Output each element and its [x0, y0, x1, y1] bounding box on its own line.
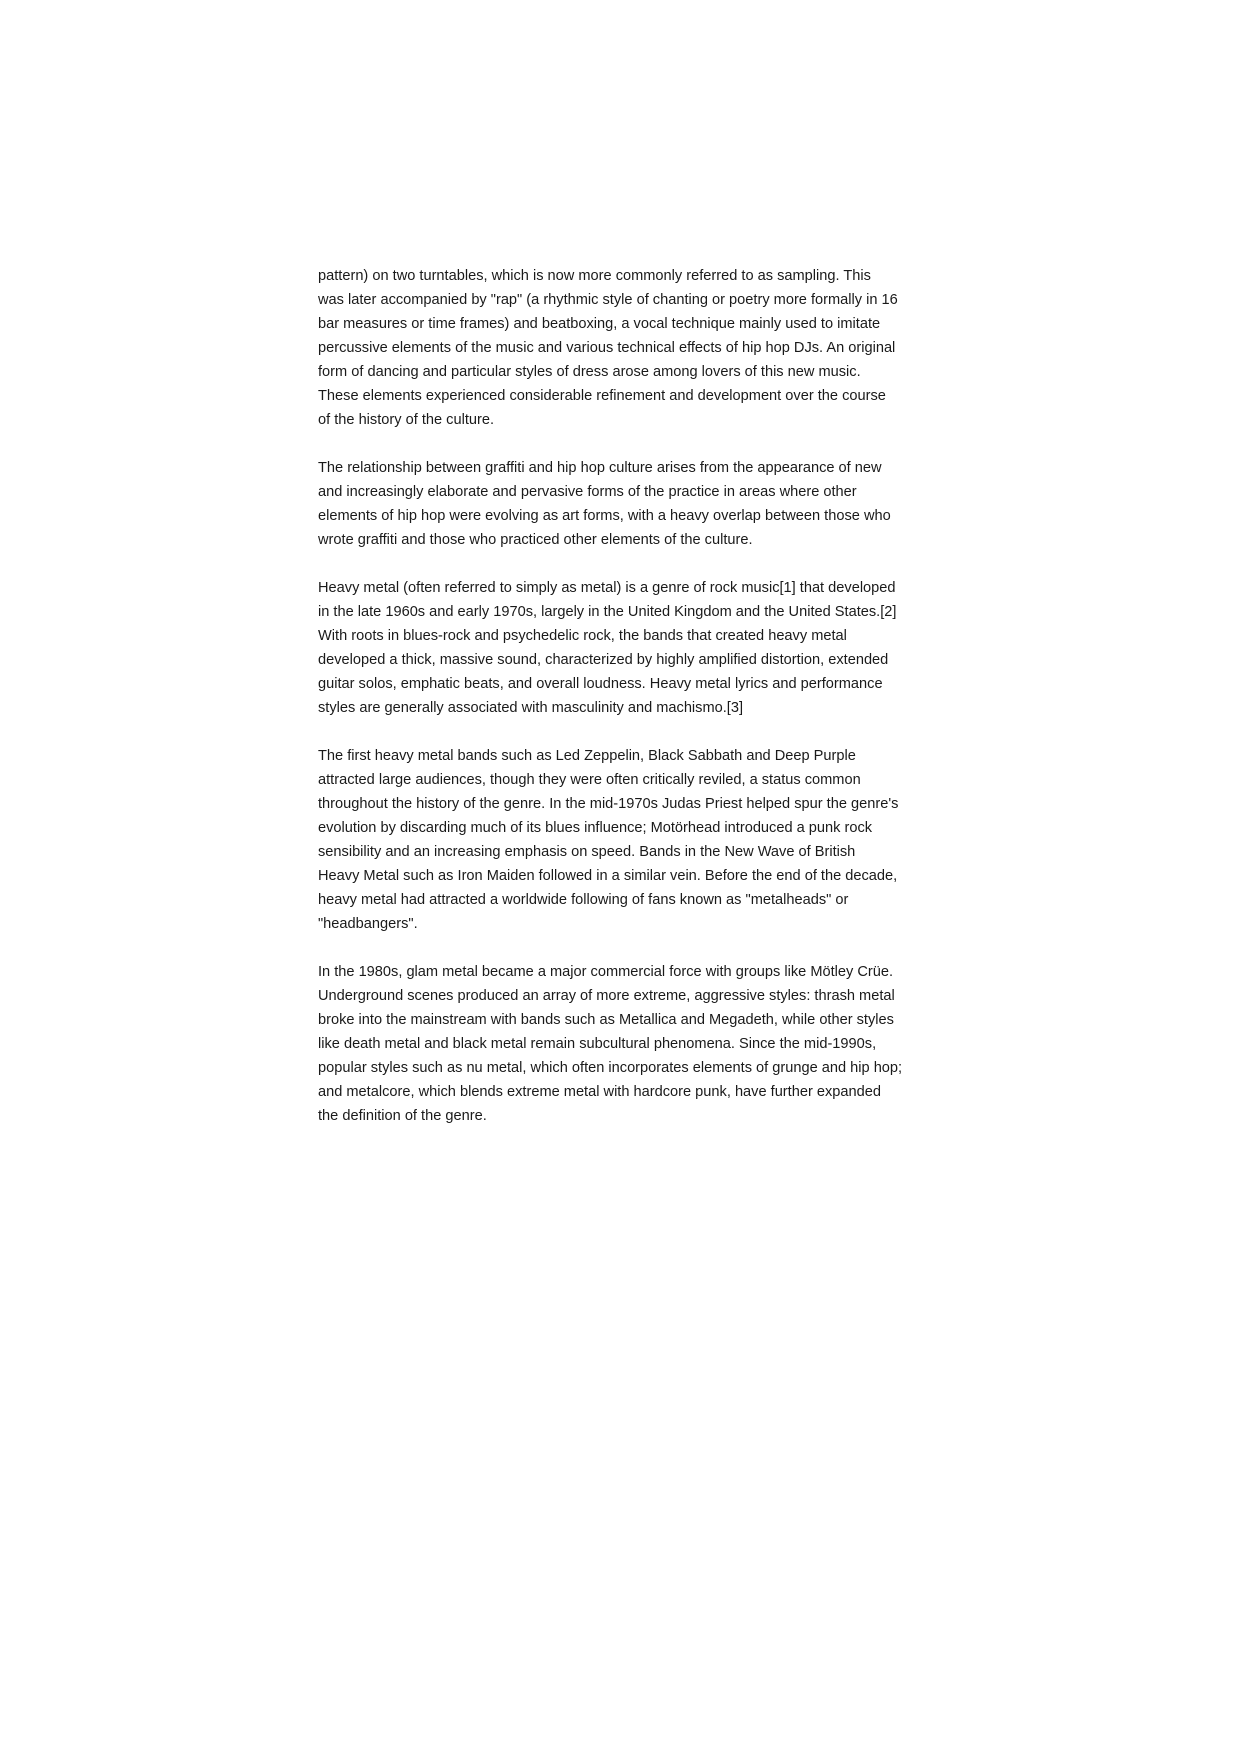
text-line: evolution by discarding much of its blues influence; Motörhead introduced a punk rock	[318, 820, 873, 836]
text-line: and increasingly elaborate and pervasive forms of the practice in areas where other	[318, 484, 857, 500]
text-line: like death metal and black metal remain subcultural phenomena. Since the mid-1990s,	[318, 1036, 877, 1052]
text-line: and metalcore, which blends extreme metal with hardcore punk, have further expanded	[318, 1084, 881, 1100]
paragraph-heavy-metal-intro	[318, 576, 938, 720]
text-line: Heavy metal (often referred to simply as metal) is a genre of rock music[1] that developed	[318, 580, 896, 596]
text-line: developed a thick, massive sound, characterized by highly amplified distortion, extended	[318, 652, 889, 668]
paragraph-sampling-rap	[318, 264, 938, 432]
text-line: guitar solos, emphatic beats, and overall loudness. Heavy metal lyrics and performance	[318, 676, 883, 692]
paragraph-1980s	[318, 960, 938, 1128]
text-line: form of dancing and particular styles of dress arose among lovers of this new music.	[318, 364, 861, 380]
text-line: In the 1980s, glam metal became a major commercial force with groups like Mötley Crüe.	[318, 964, 894, 980]
text-line: styles are generally associated with masculinity and machismo.[3]	[318, 700, 744, 716]
text-line: wrote graffiti and those who practiced other elements of the culture.	[318, 532, 753, 548]
text-line: The first heavy metal bands such as Led Zeppelin, Black Sabbath and Deep Purple	[318, 748, 856, 764]
body-text	[318, 264, 938, 1152]
text-line: broke into the mainstream with bands such as Metallica and Megadeth, while other styles	[318, 1012, 894, 1028]
text-line: attracted large audiences, though they were often critically reviled, a status common	[318, 772, 861, 788]
text-line: Heavy Metal such as Iron Maiden followed in a similar vein. Before the end of the decade,	[318, 868, 898, 884]
paragraph-graffiti	[318, 456, 938, 552]
text-line: sensibility and an increasing emphasis on speed. Bands in the New Wave of British	[318, 844, 856, 860]
text-line: heavy metal had attracted a worldwide following of fans known as "metalheads" or	[318, 892, 849, 908]
text-line: With roots in blues-rock and psychedelic rock, the bands that created heavy metal	[318, 628, 847, 644]
text-line: "headbangers".	[318, 916, 418, 932]
text-line: throughout the history of the genre. In the mid-1970s Judas Priest helped spur the genre's	[318, 796, 899, 812]
text-line: bar measures or time frames) and beatboxing, a vocal technique mainly used to imitate	[318, 316, 881, 332]
text-line: the definition of the genre.	[318, 1108, 487, 1124]
text-line: pattern) on two turntables, which is now more commonly referred to as sampling. This	[318, 268, 871, 284]
text-line: elements of hip hop were evolving as art forms, with a heavy overlap between those who	[318, 508, 891, 524]
text-line: was later accompanied by "rap" (a rhythmic style of chanting or poetry more formally in 16	[318, 292, 898, 308]
text-line: percussive elements of the music and various technical effects of hip hop DJs. An original	[318, 340, 896, 356]
text-line: popular styles such as nu metal, which often incorporates elements of grunge and hip hop;	[318, 1060, 903, 1076]
paragraph-first-bands	[318, 744, 938, 936]
text-line: of the history of the culture.	[318, 412, 495, 428]
text-line: in the late 1960s and early 1970s, largely in the United Kingdom and the United States.[2]	[318, 604, 897, 620]
text-line: These elements experienced considerable refinement and development over the course	[318, 388, 886, 404]
text-line: The relationship between graffiti and hip hop culture arises from the appearance of new	[318, 460, 882, 476]
text-line: Underground scenes produced an array of more extreme, aggressive styles: thrash metal	[318, 988, 895, 1004]
